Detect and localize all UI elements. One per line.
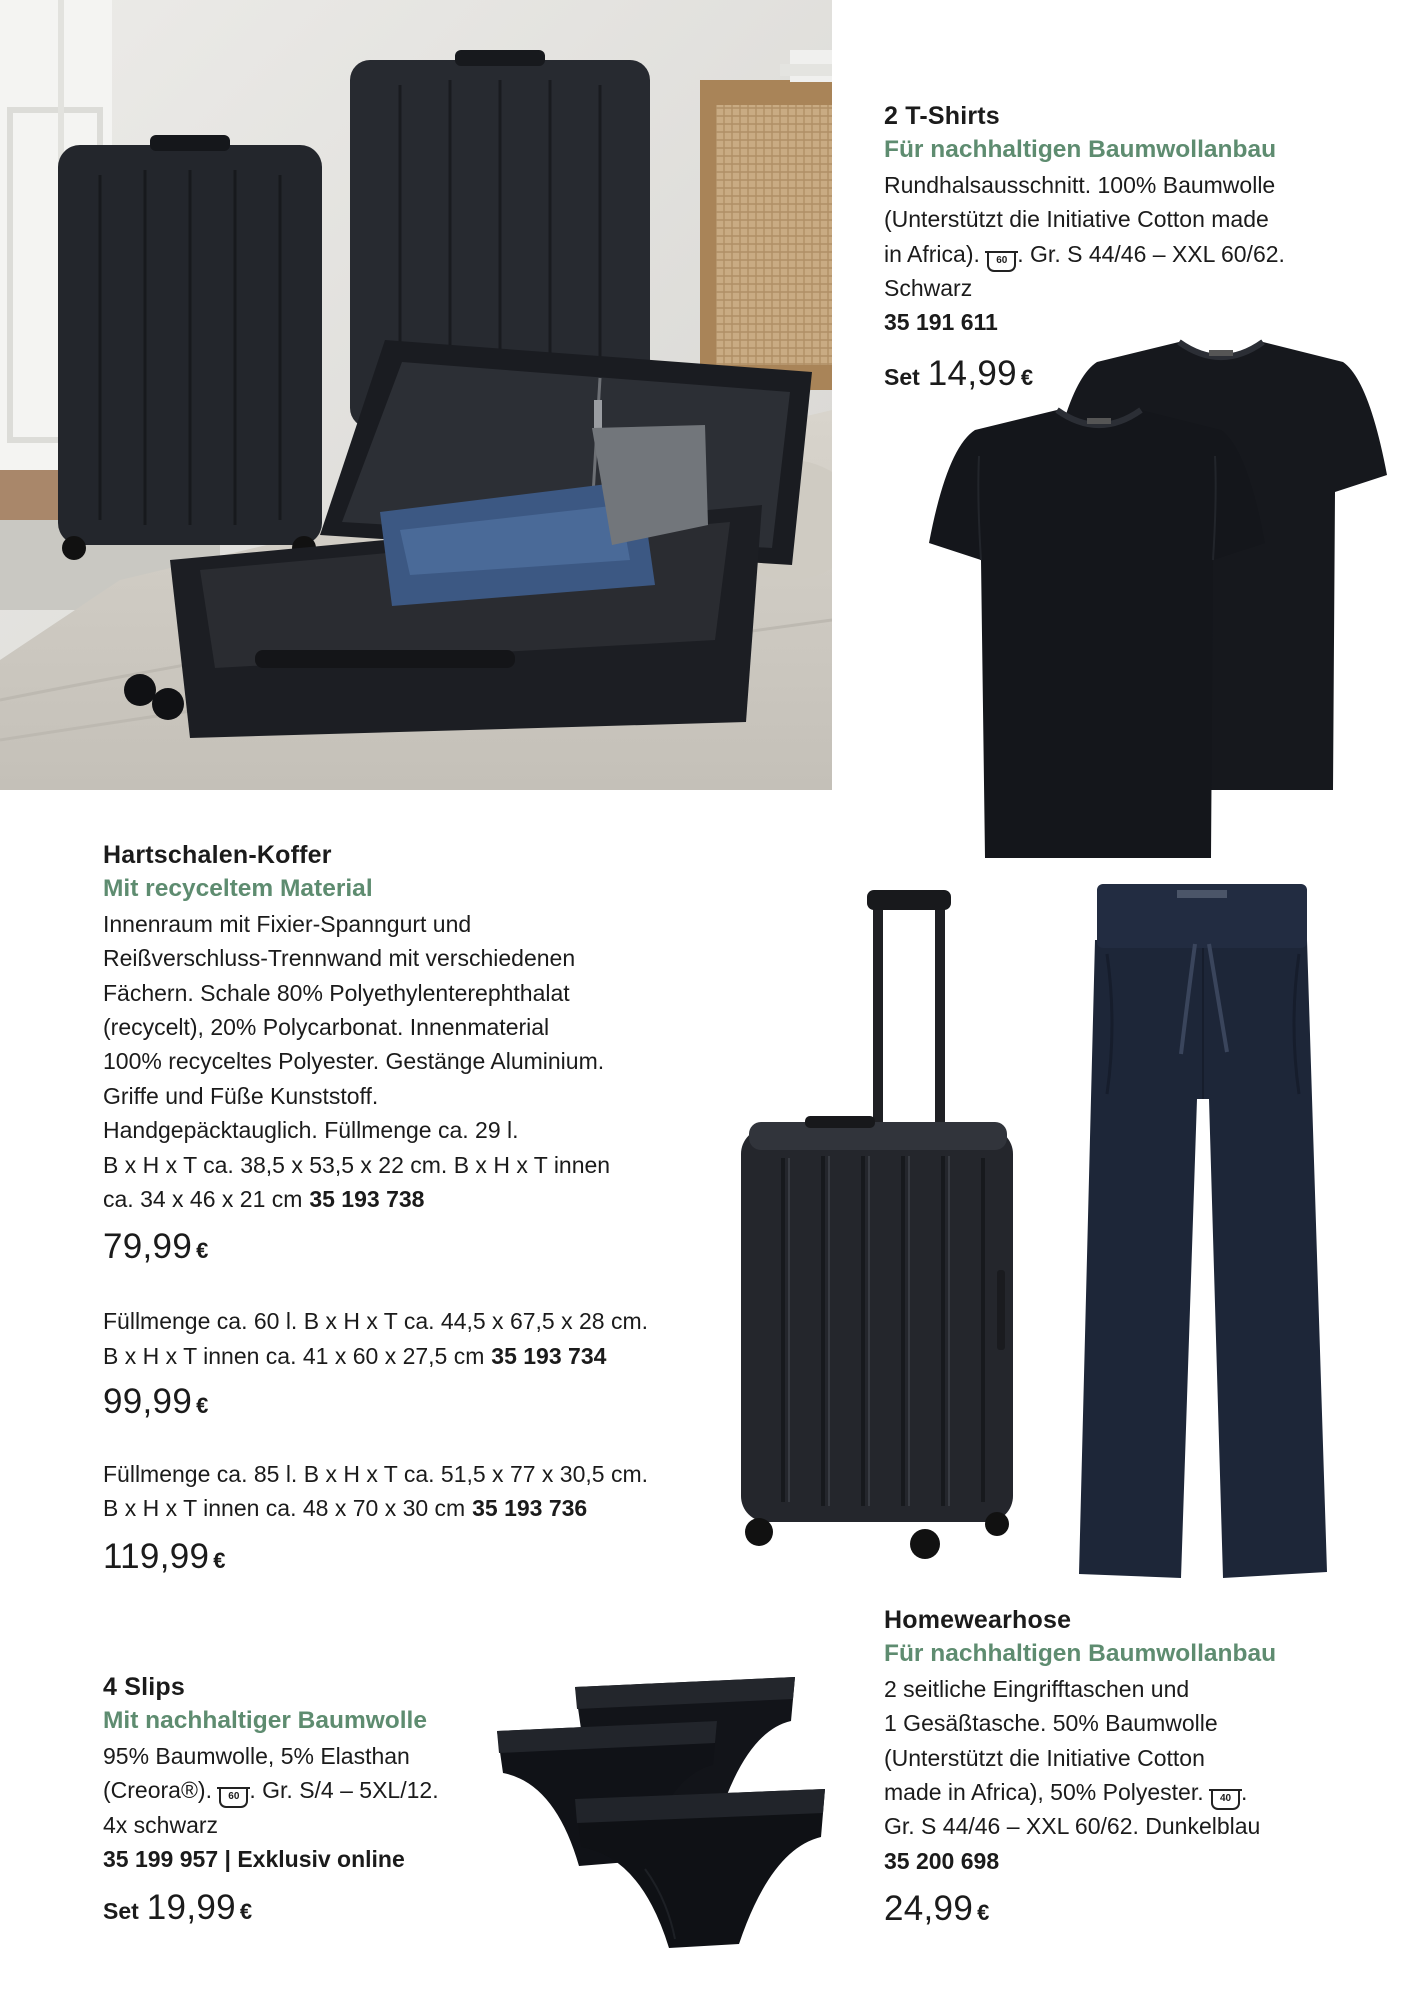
currency-symbol: €: [977, 1900, 990, 1926]
suitcase-desc-line: 100% recyceltes Polyester. Gestänge Aluminium.: [103, 1048, 605, 1075]
currency-symbol: €: [213, 1547, 226, 1573]
variant-dimensions: Füllmenge ca. 85 l. B x H x T ca. 51,5 x 77 x 30,5 cm.: [103, 1461, 649, 1488]
variant-dimensions: Füllmenge ca. 60 l. B x H x T ca. 44,5 x 67,5 x 28 cm.: [103, 1308, 649, 1335]
suitcase-desc-line: Innenraum mit Fixier-Spanngurt und: [103, 910, 472, 937]
slips-subtitle: Mit nachhaltiger Baumwolle: [103, 1707, 427, 1735]
variant-price-line: [103, 1379, 648, 1425]
variant-price: 119,99: [103, 1536, 210, 1576]
tshirts-price: 14,99: [927, 353, 1017, 393]
variant-dimensions: B x H x T ca. 38,5 x 53,5 x 22 cm. B x H x T innen: [103, 1151, 611, 1178]
slips-care-line: [103, 1773, 439, 1807]
currency-symbol: €: [196, 1393, 209, 1419]
suitcase-desc-line: Reißverschluss-Trennwand mit verschiedenen: [103, 945, 576, 972]
tshirts-subtitle: Für nachhaltigen Baumwollanbau: [884, 136, 1277, 164]
variant-article-number: 35 193 738: [309, 1185, 425, 1212]
slips-title: 4 Slips: [103, 1673, 185, 1701]
care-line-end: .: [1241, 1778, 1248, 1805]
currency-symbol: €: [196, 1238, 209, 1264]
tshirts-title: 2 T-Shirts: [884, 102, 1000, 130]
care-line-text: (Creora®).: [103, 1777, 219, 1804]
variant-article-number: 35 193 736: [472, 1495, 588, 1522]
slips-article-number: 35 199 957 | Exklusiv online: [103, 1845, 405, 1872]
variant-article-number: 35 193 734: [491, 1342, 607, 1369]
tshirts-image: [929, 338, 1387, 858]
care-line-text: made in Africa), 50% Polyester.: [884, 1778, 1210, 1805]
homewear-desc-line: 2 seitliche Eingrifftaschen und: [884, 1675, 1190, 1702]
suitcase-title: Hartschalen-Koffer: [103, 841, 332, 869]
suitcase-left: [58, 135, 322, 560]
variant-inner-dimensions: [103, 1491, 648, 1525]
variant-inner-text: B x H x T innen ca. 48 x 70 x 30 cm: [103, 1495, 466, 1522]
set-label: Set: [884, 363, 920, 390]
suitcase-desc-line: (recycelt), 20% Polycarbonat. Innenmaterial: [103, 1013, 550, 1040]
variant-inner-dimensions: [103, 1339, 648, 1373]
variant-price-line: [103, 1224, 648, 1270]
tshirts-care-line: [884, 237, 1285, 271]
slips-price-line: [103, 1885, 439, 1931]
tshirts-color: Schwarz: [884, 274, 973, 301]
brief-front: [575, 1789, 825, 1948]
rattan-cabinet: [700, 50, 832, 390]
homewear-block: [884, 1603, 1276, 1932]
currency-symbol: €: [239, 1899, 253, 1925]
care-line-sizes: . Gr. S 44/46 – XXL 60/62.: [1017, 240, 1285, 267]
pants-image: [1077, 884, 1329, 1580]
wash-symbol-icon: 40: [1211, 1791, 1240, 1810]
homewear-desc-line: (Unterstützt die Initiative Cotton: [884, 1744, 1205, 1771]
suitcase-desc-line: Fächern. Schale 80% Polyethylenterephthalat: [103, 979, 570, 1006]
homewear-price: 24,99: [884, 1889, 974, 1929]
care-line-text: in Africa).: [884, 240, 987, 267]
care-line-sizes: . Gr. S/4 – 5XL/12.: [249, 1777, 439, 1804]
homewear-desc-line: 1 Gesäßtasche. 50% Baumwolle: [884, 1710, 1218, 1737]
slips-desc-line: 95% Baumwolle, 5% Elasthan: [103, 1742, 410, 1769]
suitcase-subtitle: Mit recyceltem Material: [103, 875, 373, 903]
slips-color: 4x schwarz: [103, 1811, 219, 1838]
suitcase-block: [103, 838, 648, 1580]
suitcase-image: [735, 890, 1019, 1561]
homewear-subtitle: Für nachhaltigen Baumwollanbau: [884, 1640, 1277, 1668]
variant-price: 99,99: [103, 1382, 193, 1422]
wash-symbol-icon: 60: [219, 1789, 248, 1808]
variant-price-line: [103, 1534, 648, 1580]
homewear-title: Homewearhose: [884, 1606, 1072, 1634]
set-label: Set: [103, 1898, 139, 1925]
suitcase-desc-line: Handgepäcktauglich. Füllmenge ca. 29 l.: [103, 1117, 519, 1144]
homewear-care-line: [884, 1775, 1276, 1809]
variant-inner-text: ca. 34 x 46 x 21 cm: [103, 1185, 303, 1212]
homewear-price-line: [884, 1886, 1276, 1932]
variant-price: 79,99: [103, 1227, 193, 1267]
suitcase-desc-line: Griffe und Füße Kunststoff.: [103, 1082, 379, 1109]
variant-inner-dimensions: [103, 1182, 648, 1216]
tshirts-desc-line: Rundhalsausschnitt. 100% Baumwolle: [884, 171, 1276, 198]
suitcase-lifestyle-photo: [0, 0, 832, 790]
homewear-size-line: Gr. S 44/46 – XXL 60/62. Dunkelblau: [884, 1813, 1261, 1840]
tshirts-article-number: 35 191 611: [884, 309, 998, 336]
slips-block: [103, 1670, 439, 1931]
variant-inner-text: B x H x T innen ca. 41 x 60 x 27,5 cm: [103, 1342, 485, 1369]
telescopic-handle: [867, 890, 951, 1136]
homewear-article-number: 35 200 698: [884, 1847, 1000, 1874]
currency-symbol: €: [1020, 364, 1034, 390]
slips-price: 19,99: [146, 1888, 236, 1928]
tshirts-desc-line: (Unterstützt die Initiative Cotton made: [884, 206, 1269, 233]
briefs-image: [497, 1677, 839, 1948]
wash-symbol-icon: 60: [987, 253, 1016, 272]
